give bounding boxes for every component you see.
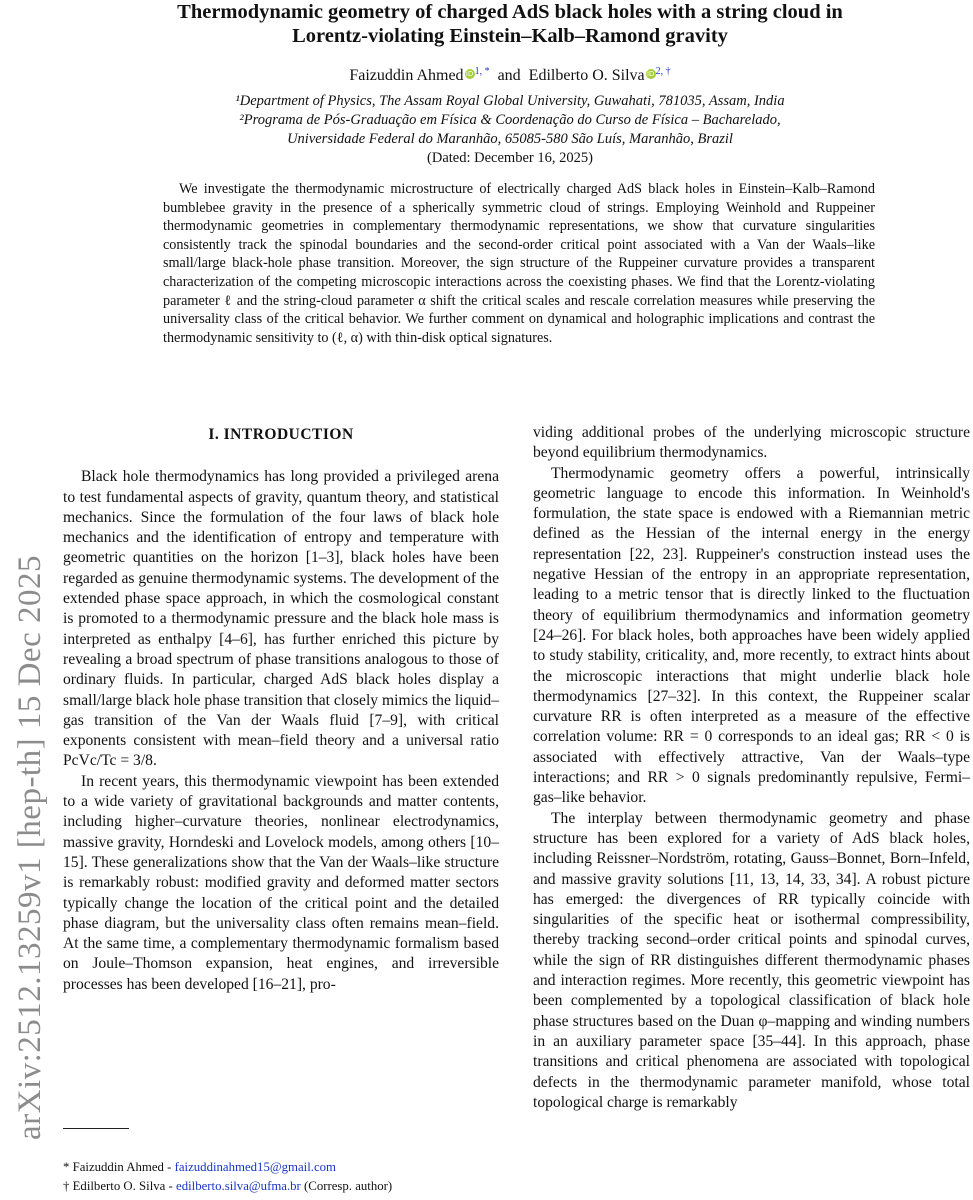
author-2-affil-link[interactable]: 2, †: [655, 66, 671, 77]
author-list: [80, 66, 940, 85]
affiliation-1: ¹Department of Physics, The Assam Royal Global University, Guwahati, 781035, Assam, India: [235, 93, 785, 109]
footnote-2-email-link[interactable]: edilberto.silva@ufma.br: [176, 1179, 301, 1193]
abstract: We investigate the thermodynamic microstructure of electrically charged AdS black holes in Einstein–Kalb–Ramond bumblebee gravity in the presence of a spherically symmetric cloud of strings. Employing Weinhold and Ruppeiner thermodynamic geometries in complementary thermodynamic representations, we show that curvature singularities consistently track the spinodal boundaries and the second-order critical point associated with a Van der Waals–like small/large black-hole phase transition. Moreover, the sign structure of the Ruppeiner curvature provides a transparent characterization of the competing microscopic interactions across the coexisting phases. We find that the Lorentz-violating parameter ℓ and the string-cloud parameter α shift the critical scales and rescale correlation measures while preserving the universality class of the critical behavior. We further comment on dynamical and holographic implications and contrast the thermodynamic sensitivity to (ℓ, α) with thin-disk optical signatures.: [163, 181, 875, 346]
arxiv-identifier: arXiv:2512.13259v1 [hep-th] 15 Dec 2025: [12, 555, 48, 1140]
affiliation-2-line-1: ²Programa de Pós-Graduação em Física & Coordenação do Curso de Física – Bacharelado,: [239, 112, 781, 128]
affiliation-2-line-2: Universidade Federal do Maranhão, 65085-580 São Luís, Maranhão, Brazil: [287, 131, 733, 147]
footnotes: [63, 1158, 503, 1196]
footnote-1-label: * Faizuddin Ahmed -: [63, 1160, 175, 1174]
orcid-icon[interactable]: iD: [646, 70, 655, 78]
author-2-name: Edilberto O. Silva: [528, 67, 645, 84]
intro-paragraph-2-continued: viding additional probes of the underlying microscopic structure beyond equilibrium thermodynamics.: [533, 424, 970, 462]
author-1-name: Faizuddin Ahmed: [349, 67, 464, 84]
intro-paragraph-4: The interplay between thermodynamic geometry and phase structure has been explored for a variety of AdS black holes, including Reissner–Nordström, rotating, Gauss–Bonnet, Born–Infeld, and massive gravity solutions [11, 13, 14, 33, 34]. A robust picture has emerged: the divergences of RR typically coincide with singularities of the specific heat or isothermal compressibility, thereby tracking second–order critical points and spinodal curves, while the sign of RR distinguishes different thermodynamic phases and interaction regimes. More recently, this geometric viewpoint has been complemented by a topological classification of black hole phase structures based on the Duan φ–mapping and winding numbers in an auxiliary parameter space [35–44]. In this approach, phase transitions and critical phenomena are associated with topological defects in the thermodynamic parameter manifold, whose total topological charge is remarkably: [533, 809, 970, 1111]
intro-paragraph-3: Thermodynamic geometry offers a powerful, intrinsically geometric language to encode this information. In Weinhold's formulation, the state space is endowed with a Riemannian metric defined as the Hessian of the internal energy in the energy representation [22, 23]. Ruppeiner's construction instead uses the negative Hessian of the entropy in an appropriate representation, leading to a metric tensor that is directly linked to the fluctuation theory of equilibrium thermodynamics and information geometry [24–26]. For black holes, both approaches have been widely applied to study stability, criticality, and, more recently, to extract hints about the microscopic interactions that might underlie black hole thermodynamics [27–32]. In this context, the Ruppeiner scalar curvature RR is often interpreted as a measure of the effective correlation volume: RR = 0 corresponds to an ideal gas; RR < 0 is associated with effectively attractive, Van der Waals–type interactions; and RR > 0 signals predominantly repulsive, Fermi–gas–like behavior.: [533, 464, 970, 807]
right-column: [533, 423, 970, 1113]
title-line-1: Thermodynamic geometry of charged AdS black holes with a string cloud in: [177, 1, 843, 23]
date-line: (Dated: December 16, 2025): [427, 150, 593, 166]
footnote-1-email-link[interactable]: faizuddinahmed15@gmail.com: [174, 1160, 337, 1174]
author-1-affil-link[interactable]: 1, *: [474, 66, 490, 77]
intro-paragraph-1: Black hole thermodynamics has long provided a privileged arena to test fundamental aspects of gravity, quantum theory, and statistical mechanics. Since the formulation of the four laws of black hole mechanics and the identification of entropy and temperature with geometric quantities on the horizon [1–3], black holes have been regarded as genuine thermodynamic systems. The development of the extended phase space approach, in which the cosmological constant is promoted to a thermodynamic pressure and the black hole mass is interpreted as enthalpy [4–6], has further enriched this picture by revealing a broad spectrum of phase transitions analogous to those of ordinary fluids. In particular, charged AdS black holes display a small/large black hole phase transition that closely mimics the liquid–gas transition of the Van der Waals fluid [7–9], with critical exponents consistent with mean–field theory and a universal ratio PcVc/Tc = 3/8.: [63, 468, 499, 770]
intro-paragraph-2: In recent years, this thermodynamic viewpoint has been extended to a wide variety of gravitational backgrounds and matter contents, including higher–curvature theories, nonlinear electrodynamics, massive gravity, Horndeski and Lovelock models, among others [10–15]. These generalizations show that the Van der Waals–like structure is remarkably robust: modified gravity and deformed matter sectors typically change the location of the critical point and the detailed phase diagram, but the universality class often remains mean–field. At the same time, a complementary thermodynamic formalism based on Joule–Thomson expansion, heat engines, and irreversible processes has been developed [16–21], pro-: [63, 772, 499, 993]
footnote-1: [63, 1158, 503, 1177]
footnote-2-note: (Corresp. author): [300, 1179, 393, 1193]
section-heading: I. INTRODUCTION: [208, 426, 354, 443]
paper-title: [80, 0, 940, 48]
title-line-2: Lorentz-violating Einstein–Kalb–Ramond gravity: [292, 25, 728, 47]
orcid-icon[interactable]: iD: [465, 70, 474, 78]
footnote-2-label: † Edilberto O. Silva -: [63, 1179, 177, 1193]
authors-conjunction: and: [497, 67, 521, 84]
footnote-2: [63, 1177, 503, 1196]
left-column: [63, 425, 499, 995]
footnote-divider: [63, 1128, 129, 1129]
